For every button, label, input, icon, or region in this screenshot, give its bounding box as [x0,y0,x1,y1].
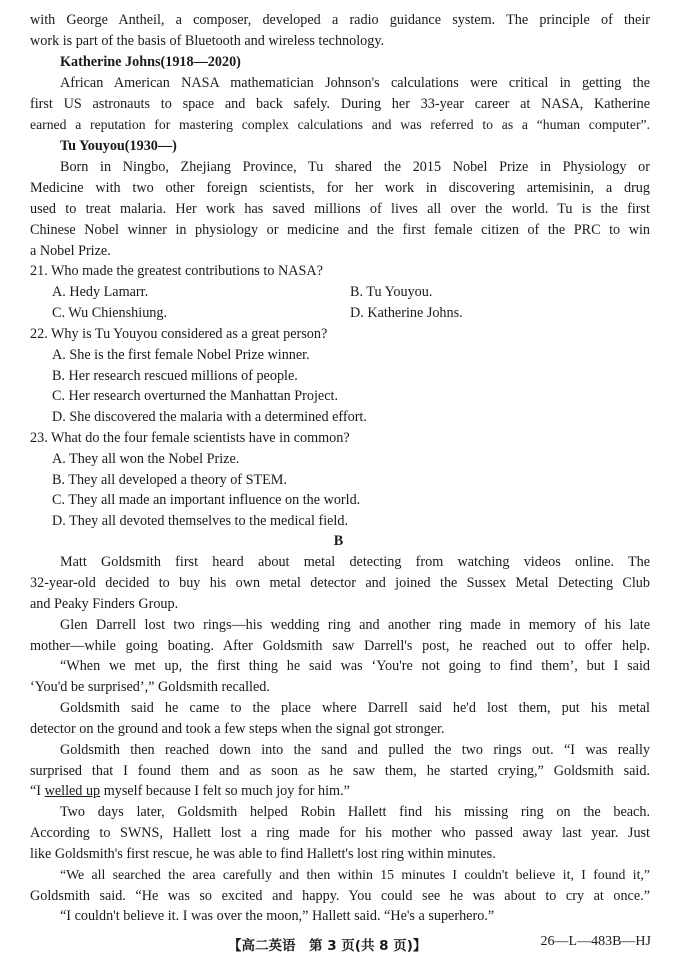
footer-exam-code: 26—L—483B—HJ [540,934,651,949]
passage-b-line: 32-year-old decided to buy his own metal detector and joined the Sussex Metal Detecting Club [30,575,650,591]
passage-b-line: “When we met up, the first thing he said was ‘You're not going to find them’, but I said [60,658,650,674]
passage-b-line: mother—while going boating. After Goldsmith saw Darrell's post, he reached out to offer help. [30,638,650,654]
tu-paragraph-line: Medicine with two other foreign scientists, for her work in discovering artemisinin, a drug [30,180,650,196]
tu-paragraph-line: used to treat malaria. Her work has saved millions of lives all over the world. Tu is the first [30,201,650,217]
passage-b-line: surprised that I found them and as soon as he saw them, he started crying,” Goldsmith said. [30,763,650,779]
johnson-paragraph-line: African American NASA mathematician Johnson's calculations were critical in getting the [60,75,650,91]
page-footer [0,934,677,956]
question-21-option-c[interactable]: C. Wu Chienshiung. [52,305,168,321]
johnson-paragraph-line: earned a reputation for mastering complex calculations and was referred to as a “human computer”. [30,117,650,132]
johnson-paragraph-line: first US astronauts to space and back safely. During her 33-year career at NASA, Katherine [30,96,650,112]
passage-a-line: work is part of the basis of Bluetooth and wireless technology. [30,33,385,49]
question-21-stem: 21. Who made the greatest contributions to NASA? [30,263,323,279]
passage-b-line: detector on the ground and took a few steps when the signal got stronger. [30,721,445,737]
passage-b-line: and Peaky Finders Group. [30,596,179,612]
passage-b-line: Goldsmith then reached down into the sand and pulled the two rings out. “I was really [60,742,650,758]
tu-paragraph-line: a Nobel Prize. [30,243,111,259]
question-21-option-d[interactable]: D. Katherine Johns. [350,305,463,321]
section-heading-johnson: Katherine Johns(1918—2020) [60,54,241,70]
question-22-option-c[interactable]: C. Her research overturned the Manhattan Project. [52,388,339,404]
question-22-option-d[interactable]: D. She discovered the malaria with a determined effort. [52,409,367,425]
passage-b-line: Two days later, Goldsmith helped Robin Hallett find his missing ring on the beach. [60,804,650,820]
passage-b-line-underlined [30,781,650,802]
quote-open: “I [30,783,45,799]
section-heading-tu: Tu Youyou(1930—) [60,138,177,154]
question-22-stem: 22. Why is Tu Youyou considered as a great person? [30,326,328,342]
passage-b-line: ‘You'd be surprised’,” Goldsmith recalled. [30,679,270,695]
quote-rest: myself because I felt so much joy for him.” [100,783,350,799]
footer-subject-page: 【高二英语 第 3 页(共 8 页)】 [228,938,427,954]
passage-a-line: with George Antheil, a composer, developed a radio guidance system. The principle of their [30,12,650,28]
question-22-option-b[interactable]: B. Her research rescued millions of people. [52,368,298,384]
question-21-option-b[interactable]: B. Tu Youyou. [350,284,433,300]
passage-b-line: like Goldsmith's first rescue, he was able to find Hallett's lost ring within minutes. [30,846,496,862]
tu-paragraph-line: Born in Ningbo, Zhejiang Province, Tu shared the 2015 Nobel Prize in Physiology or [60,159,650,175]
question-23-option-c[interactable]: C. They all made an important influence on the world. [52,492,361,508]
underlined-phrase: welled up [44,783,101,799]
question-23-option-a[interactable]: A. They all won the Nobel Prize. [52,451,240,467]
question-23-stem: 23. What do the four female scientists have in common? [30,430,350,446]
passage-b-line: Matt Goldsmith first heard about metal detecting from watching videos online. The [60,554,650,570]
passage-b-line: Glen Darrell lost two rings—his wedding ring and another ring made in memory of his late [60,617,650,633]
passage-b-line: According to SWNS, Hallett lost a ring made for his mother who passed away last year. Just [30,825,650,841]
tu-paragraph-line: Chinese Nobel winner in physiology or medicine and the first female citizen of the PRC to win [30,222,650,238]
question-21-option-a[interactable]: A. Hedy Lamarr. [52,284,149,300]
passage-b-line: “I couldn't believe it. I was over the moon,” Hallett said. “He's a superhero.” [60,908,495,924]
passage-b-line: Goldsmith said he came to the place where Darrell said he'd lost them, put his metal [60,700,650,716]
passage-b-heading: B [333,533,344,549]
passage-b-line: Goldsmith said. “He was so excited and happy. You could see he was about to cry at once.” [30,888,650,904]
question-23-option-b[interactable]: B. They all developed a theory of STEM. [52,472,287,488]
question-23-option-d[interactable]: D. They all devoted themselves to the medical field. [52,513,349,529]
passage-b-line: “We all searched the area carefully and then within 15 minutes I couldn't believe it, I found it,” [60,867,650,882]
question-22-option-a[interactable]: A. She is the first female Nobel Prize winner. [52,347,310,363]
